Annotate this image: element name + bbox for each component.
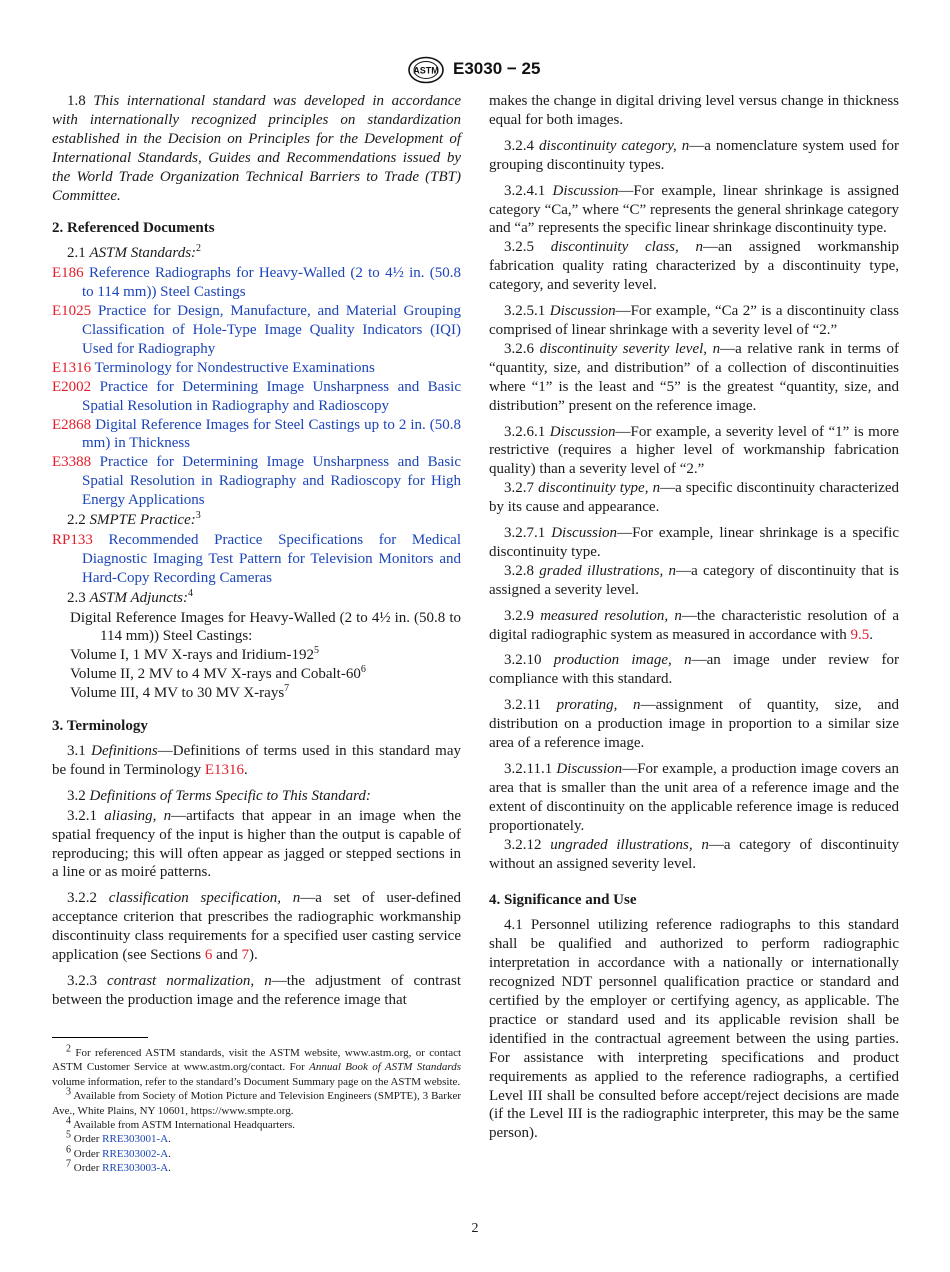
definition-number: 3.2.4 xyxy=(504,137,534,154)
footnotes xyxy=(52,1043,462,1176)
definition-term: discontinuity type, n xyxy=(538,480,661,497)
definition-3-2-5-1 xyxy=(489,302,899,340)
reference-item xyxy=(52,264,461,302)
definition-number: 3.2.7.1 xyxy=(504,525,546,542)
definition-number: 3.2.8 xyxy=(504,562,534,579)
svg-text:ASTM: ASTM xyxy=(413,65,439,76)
definition-text: —For example, a production image covers an area that is smaller than the unit area of a reference image and the extent of discontinuity on the applicable reference image is reduced proportionately. xyxy=(489,761,900,834)
section-3-1: 3.1 Definitions—Definitions of terms used in this standard may be found in Terminology E1316. xyxy=(52,743,462,778)
footnote-order xyxy=(52,1158,461,1175)
e1316-link[interactable]: E1316 xyxy=(204,761,244,778)
order-code-link[interactable]: RRE303003-A xyxy=(102,1162,169,1175)
definition-term: Discussion xyxy=(549,303,616,320)
left-column xyxy=(52,92,461,1010)
definition-term: graded illustrations, n xyxy=(539,562,677,579)
definition-term: Discussion xyxy=(556,761,623,777)
definition-text: —assignment of quantity, size, and distribution on a production image in proportion to a similar size area of a reference image. xyxy=(489,697,900,752)
section-3-2-3: 3.2.3 contrast normalization, n—the adjustment of contrast between the production image and the reference image that xyxy=(52,972,461,1008)
footnote-4: $^4$ Available from ASTM International Headquarters. xyxy=(66,1115,296,1132)
volume-text: Volume III, 4 MV to 30 MV X-rays xyxy=(70,685,285,702)
definition-number: 3.2.11.1 xyxy=(504,761,553,777)
section-3-2-2: 3.2.2 classification specification, n—a set of user-defined acceptance criterion that prescribes the radiographic workmanship discontinuity class requirements for a specified user casting service application (see Sections 6 and 7). xyxy=(52,890,462,964)
adjunct-volume-list xyxy=(52,646,461,703)
definition-text: —a nomenclature system used for grouping discontinuity types. xyxy=(489,137,899,173)
order-period: . xyxy=(168,1162,171,1175)
definition-term: discontinuity class, n xyxy=(550,239,704,256)
reference-title-link[interactable]: Recommended Practice Specifications for Medical Diagnostic Imaging Test Pattern for Television Monitors and Hard-Copy Recording Cameras xyxy=(82,531,462,586)
section-3-2-1: 3.2.1 aliasing, n—artifacts that appear in an image when the spatial frequency of the input is higher than the output is capable of reproducing; this will often appear as jagged or stepped sections in a line or as moiré patterns. xyxy=(52,807,462,881)
reference-item xyxy=(52,416,461,454)
footnote-2: $^2$ For referenced ASTM standards, visit the ASTM website, www.astm.org, or contact ASTM Customer Service at www.astm.org/contact. For Annual Book of ASTM Standards volume information, refer to the standard’s Document Summary page on the ASTM website. xyxy=(52,1043,462,1088)
reference-code-link[interactable]: E1316 xyxy=(52,359,92,376)
order-label: Order xyxy=(73,1162,100,1175)
definition-term: Discussion xyxy=(551,525,618,542)
order-code-link[interactable]: RRE303002-A xyxy=(102,1147,169,1160)
definition-term: discontinuity category, n xyxy=(538,137,690,154)
section-3-2: 3.2 Definitions of Terms Specific to This Standard: xyxy=(67,787,371,804)
section-4-heading: 4. Significance and Use xyxy=(489,892,637,909)
astm-logo-icon xyxy=(407,56,445,84)
definition-text: —For example, “Ca 2” is a discontinuity class comprised of linear shrinkage with a severity level of “2.” xyxy=(489,303,899,338)
definition-number: 3.2.10 xyxy=(504,652,542,669)
volume-footnote-ref: 5 xyxy=(314,645,319,657)
adjunct-volume xyxy=(70,665,461,684)
reference-item-rp133 xyxy=(52,531,461,588)
smpte-practice-label: 2.2 SMPTE Practice:$^3$ xyxy=(67,510,201,529)
order-footnotes xyxy=(52,1129,461,1175)
footnote-number: 7 xyxy=(66,1158,71,1170)
astm-standards-label: 2.1 ASTM Standards:$^2$ xyxy=(67,243,202,262)
astm-adjuncts-label: 2.3 ASTM Adjuncts:$^4$ xyxy=(67,587,193,606)
definition-number: 3.2.7 xyxy=(504,480,534,497)
reference-title-link[interactable]: Practice for Design, Manufacture, and Material Grouping Classification of Hole-Type Image Quality Indicators (IQI) Used for Radiography xyxy=(82,303,461,357)
definition-text: —a category of discontinuity that is assigned a severity level. xyxy=(489,562,899,598)
reference-code-link[interactable]: E1025 xyxy=(52,303,92,320)
reference-title-link[interactable]: Terminology for Nondestructive Examinations xyxy=(94,359,375,376)
adjunct-volume xyxy=(70,684,461,703)
order-code-link[interactable]: RRE303001-A xyxy=(102,1133,169,1146)
reference-code-link[interactable]: RP133 xyxy=(52,531,93,548)
definition-3-2-4-1 xyxy=(489,182,899,239)
section-9-5-link[interactable]: 9.5 xyxy=(850,626,870,643)
reference-code-link[interactable]: E2002 xyxy=(52,378,92,395)
definition-text: —a category of discontinuity without an assigned severity level. xyxy=(489,836,900,872)
definition-3-2-4 xyxy=(489,137,899,175)
reference-title-link[interactable]: Reference Radiographs for Heavy-Walled (2 to 4½ in. (50.8 to 114 mm)) Steel Castings xyxy=(82,265,462,301)
footnote-3: $^3$ Available from Society of Motion Picture and Television Engineers (SMPTE), 3 Barker Ave., White Plains, NY 10601, https://www.smpte.org. xyxy=(52,1086,461,1117)
definition-text: —a specific discontinuity characterized by its cause and appearance. xyxy=(489,480,900,516)
definition-3-2-10 xyxy=(489,651,899,689)
section-3-2-9: 3.2.9 measured resolution, n—the characteristic resolution of a digital radiographic system as measured in accordance with 9.5. xyxy=(489,607,900,643)
right-column xyxy=(489,92,899,1150)
definition-number: 3.2.5.1 xyxy=(504,303,546,320)
astm-reference-list xyxy=(52,264,461,510)
page-header xyxy=(0,56,950,86)
reference-code-link[interactable]: E186 xyxy=(52,265,84,282)
reference-item xyxy=(52,378,461,416)
adjunct-title: Digital Reference Images for Heavy-Walled (2 to 4½ in. (50.8 to 114 mm)) Steel Castings: xyxy=(70,609,461,645)
definition-term: discontinuity severity level, n xyxy=(539,340,721,357)
section-4-1: 4.1 Personnel utilizing reference radiographs to this standard shall be qualified and authorized to perform radiographic interpretation in accordance with a nationally or internationally recognized NDT personnel qualification practice or standard and certified by the employer or certifying agency, as applicable. The practice or standard used and its applicable revision shall be identified in the contractual agreement between the using parties. For assistance with interpreting specifications and product requirements as applied to the reference radiographs, a certified Level III shall be consulted before accept/reject decisions are made (if the Level III is the radiographic interpreter, this may be the same person). xyxy=(489,917,899,1142)
definition-text: —an image under review for compliance with this standard. xyxy=(489,652,900,688)
definition-3-2-8 xyxy=(489,562,899,600)
volume-footnote-ref: 6 xyxy=(360,664,366,676)
document-id: E3030 − 25 xyxy=(453,59,541,78)
volume-footnote-ref: 7 xyxy=(284,683,290,695)
definition-3-2-7 xyxy=(489,479,899,517)
reference-title-link[interactable]: Digital Reference Images for Steel Castings up to 2 in. (50.8 mm) in Thickness xyxy=(82,416,462,452)
definition-number: 3.2.5 xyxy=(504,239,534,256)
section-6-link[interactable]: 6 xyxy=(204,947,213,964)
definition-3-2-5 xyxy=(489,238,899,295)
definition-text: —a relative rank in terms of “quantity, size, and distribution” of a collection of discontinuities where “1” is the least and “5” is the greatest “quantity, size, and distribution” present on the reference image. xyxy=(489,340,899,414)
definition-term: production image, n xyxy=(553,652,692,669)
definition-number: 3.2.4.1 xyxy=(504,182,546,199)
definitions-list-b xyxy=(489,651,899,873)
footnote-divider xyxy=(52,1037,148,1038)
definition-text: —For example, a severity level of “1” is more restrictive (requires a higher level of workmanship fabrication quality) than a severity level of “2.” xyxy=(489,423,899,478)
reference-item xyxy=(52,302,461,359)
definition-term: Discussion xyxy=(549,423,616,440)
definition-number: 3.2.11 xyxy=(504,697,541,714)
definition-3-2-11 xyxy=(489,696,899,753)
volume-text: Volume II, 2 MV to 4 MV X-rays and Cobalt-60 xyxy=(70,666,361,683)
footnote-order xyxy=(52,1144,461,1161)
section-3-heading: 3. Terminology xyxy=(52,718,148,735)
reference-item xyxy=(52,453,461,510)
definition-text: —For example, linear shrinkage is a specific discontinuity type. xyxy=(489,525,899,560)
definitions-list-a xyxy=(489,137,899,600)
definition-term: ungraded illustrations, n xyxy=(550,836,709,853)
definition-term: prorating, n xyxy=(556,697,641,714)
definition-text: —For example, linear shrinkage is assigned category “Ca,” where “C” represents the general shrinkage category and “a” represents the specific linear shrinkage discontinuity type. xyxy=(489,182,899,237)
definition-text: —an assigned workmanship fabrication quality rating characterized by a discontinuity type, category, and severity level. xyxy=(489,239,899,294)
volume-text: Volume I, 1 MV X-rays and Iridium-192 xyxy=(70,647,314,664)
reference-code-link[interactable]: E2868 xyxy=(52,416,92,433)
definition-3-2-12 xyxy=(489,836,899,874)
order-label: Order xyxy=(73,1133,100,1146)
footnote-number: 6 xyxy=(66,1144,71,1156)
footnote-number: 5 xyxy=(66,1129,71,1141)
definition-number: 3.2.6.1 xyxy=(504,423,546,440)
reference-title-link[interactable]: Practice for Determining Image Unsharpness and Basic Spatial Resolution in Radiography and Radioscopy for High Energy Applications xyxy=(82,454,461,509)
adjunct-volume xyxy=(70,646,461,665)
section-3-2-3-continued: makes the change in digital driving level versus change in thickness equal for both images. xyxy=(489,93,899,128)
section-2-heading: 2. Referenced Documents xyxy=(52,220,215,237)
section-1-8: 1.8 This international standard was developed in accordance with internationally recognized principles on standardization established in the Decision on Principles for the Development of International Standards, Guides and Recommendations issued by the World Trade Organization Technical Barriers to Trade (TBT) Committee. xyxy=(52,93,462,204)
definition-term: Discussion xyxy=(552,182,619,199)
reference-title-link[interactable]: Practice for Determining Image Unsharpness and Basic Spatial Resolution in Radiography and Radioscopy xyxy=(82,378,461,414)
definition-3-2-6-1 xyxy=(489,423,899,480)
section-7-link[interactable]: 7 xyxy=(241,947,250,964)
definition-number: 3.2.12 xyxy=(504,836,542,853)
definition-3-2-6 xyxy=(489,340,899,416)
footnote-order xyxy=(52,1129,461,1146)
definition-number: 3.2.6 xyxy=(504,340,534,357)
definition-3-2-7-1 xyxy=(489,524,899,562)
reference-item xyxy=(52,359,461,378)
definition-3-2-11-1 xyxy=(489,760,899,836)
order-period: . xyxy=(168,1133,171,1146)
reference-code-link[interactable]: E3388 xyxy=(52,454,92,471)
order-period: . xyxy=(168,1147,171,1160)
order-label: Order xyxy=(73,1147,100,1160)
page-number: 2 xyxy=(471,1221,479,1236)
